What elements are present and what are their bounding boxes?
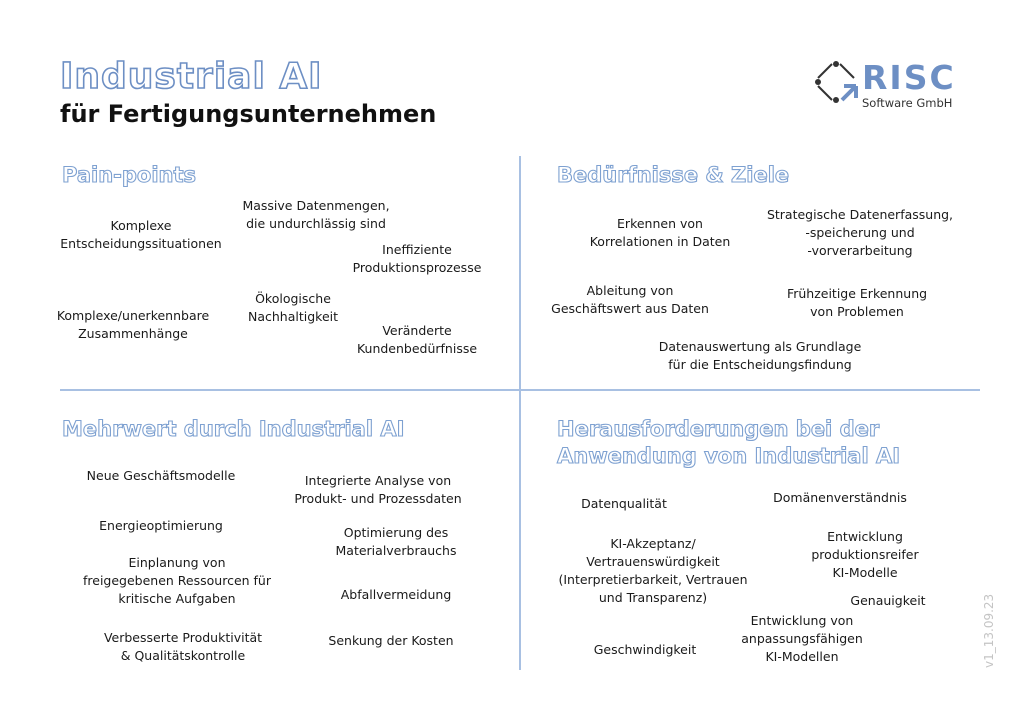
challenge-item: KI-Akzeptanz/ Vertrauenswürdigkeit (Interpretierbarkeit, Vertrauen und Transparenz) bbox=[558, 536, 748, 605]
value-item: Senkung der Kosten bbox=[328, 633, 454, 648]
page-subtitle: für Fertigungsunternehmen bbox=[60, 100, 437, 128]
logo-name: RISC bbox=[862, 58, 956, 97]
value-item: Optimierung des Materialverbrauchs bbox=[335, 525, 457, 558]
challenges-heading-line1: Herausforderungen bei der bbox=[557, 417, 880, 441]
challenge-item: Entwicklung von anpassungsfähigen KI-Modellen bbox=[741, 613, 863, 664]
challenges-heading-line2: Anwendung von Industrial AI bbox=[557, 444, 901, 468]
value-item: Einplanung von freigegebenen Ressourcen für kritische Aufgaben bbox=[82, 555, 272, 606]
pain-point-item: Ökologische Nachhaltigkeit bbox=[247, 291, 339, 324]
needs-heading: Bedürfnisse & Ziele bbox=[557, 163, 790, 187]
value-heading: Mehrwert durch Industrial AI bbox=[62, 417, 405, 441]
challenge-item: Geschwindigkeit bbox=[593, 642, 697, 657]
challenge-item: Genauigkeit bbox=[850, 593, 926, 608]
vertical-divider bbox=[519, 156, 521, 670]
version-label: v1_13.09.23 bbox=[982, 593, 996, 668]
page-title: Industrial AI bbox=[60, 56, 323, 97]
value-item: Abfallvermeidung bbox=[340, 587, 452, 602]
risc-logo-icon bbox=[812, 58, 860, 106]
need-item: Ableitung von Geschäftswert aus Daten bbox=[551, 283, 709, 316]
value-item: Verbesserte Produktivität & Qualitätskontrolle bbox=[103, 630, 263, 663]
horizontal-divider bbox=[60, 389, 980, 391]
value-item: Energieoptimierung bbox=[99, 518, 223, 533]
value-item: Neue Geschäftsmodelle bbox=[86, 468, 236, 483]
pain-points-heading: Pain-points bbox=[62, 163, 197, 187]
challenge-item: Domänenverständnis bbox=[773, 490, 907, 505]
pain-point-item: Komplexe/unerkennbare Zusammenhänge bbox=[56, 308, 210, 341]
challenge-item: Datenqualität bbox=[581, 496, 667, 511]
pain-point-item: Komplexe Entscheidungssituationen bbox=[60, 218, 222, 251]
challenge-item: Entwicklung produktionsreifer KI-Modelle bbox=[811, 529, 919, 580]
need-item: Frühzeitige Erkennung von Problemen bbox=[786, 286, 928, 319]
pain-point-item: Ineffiziente Produktionsprozesse bbox=[352, 242, 482, 275]
need-item: Strategische Datenerfassung, -speicherung und -vorverarbeitung bbox=[766, 207, 954, 258]
need-item: Erkennen von Korrelationen in Daten bbox=[589, 216, 731, 249]
pain-point-item: Veränderte Kundenbedürfnisse bbox=[356, 323, 478, 356]
value-item: Integrierte Analyse von Produkt- und Prozessdaten bbox=[294, 473, 462, 506]
pain-point-item: Massive Datenmengen, die undurchlässig sind bbox=[242, 198, 390, 231]
need-item: Datenauswertung als Grundlage für die Entscheidungsfindung bbox=[658, 339, 862, 372]
logo-subtitle: Software GmbH bbox=[862, 96, 953, 110]
